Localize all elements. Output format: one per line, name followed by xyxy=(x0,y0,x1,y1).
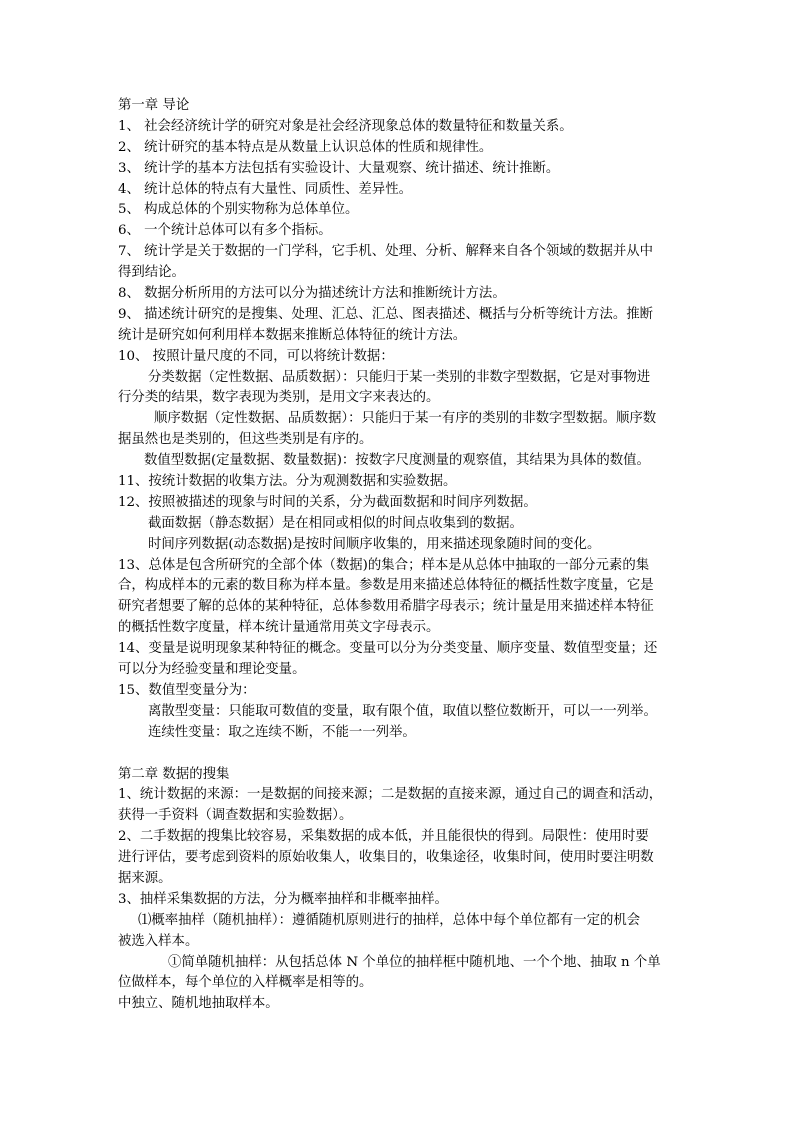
chapter1-item-9-cont: 统计是研究如何利用样本数据来推断总体特征的统计方法。 xyxy=(118,327,467,343)
chapter2-item-2-cont-2: 据来源。 xyxy=(118,870,172,886)
chapter1-item-9: 9、 描述统计研究的是搜集、处理、汇总、汇总、图表描述、概括与分析等统计方法。推断 xyxy=(118,306,654,322)
discrete-variable-line: 离散型变量：只能取可数值的变量，取有限个值，取值以整位数断开，可以一一列举。 xyxy=(148,703,657,719)
chapter1-item-13-cont-1: 合，构成样本的元素的数目称为样本量。参数是用来描述总体特征的概括性数字度量，它是 xyxy=(118,578,654,594)
chapter2-item-2-cont-1: 进行评估，要考虑到资料的原始收集人，收集目的，收集途径，收集时间，使用时要注明数 xyxy=(118,850,654,866)
chapter2-item-2: 2、二手数据的搜集比较容易，采集数据的成本低，并且能很快的得到。局限性：使用时要 xyxy=(118,829,649,845)
chapter1-title: 第一章 导论 xyxy=(118,98,190,113)
ordinal-data-paragraph-cont: 据虽然也是类别的，但这些类别是有序的。 xyxy=(118,432,373,448)
probability-sampling-line-cont: 被选入样本。 xyxy=(118,933,199,949)
cross-section-data-line: 截面数据（静态数据）是在相同或相似的时间点收集到的数据。 xyxy=(148,515,523,531)
chapter1-item-1: 1、 社会经济统计学的研究对象是社会经济现象总体的数量特征和数量关系。 xyxy=(118,118,573,134)
chapter1-item-4: 4、 统计总体的特点有大量性、同质性、差异性。 xyxy=(118,181,412,197)
chapter2-item-1: 1、统计数据的来源：一是数据的间接来源；二是数据的直接来源，通过自己的调查和活动， xyxy=(118,787,663,803)
chapter2-item-3: 3、抽样采集数据的方法，分为概率抽样和非概率抽样。 xyxy=(118,891,448,907)
chapter1-item-14: 14、变量是说明现象某种特征的概念。变量可以分为分类变量、顺序变量、数值型变量；还 xyxy=(118,641,658,657)
chapter1-item-7-cont: 得到结论。 xyxy=(118,265,185,281)
numeric-data-paragraph: 数值型数据(定量数据、数量数据)：按数字尺度测量的观察值，其结果为具体的数值。 xyxy=(144,453,650,469)
chapter1-item-12: 12、按照被描述的现象与时间的关系，分为截面数据和时间序列数据。 xyxy=(118,494,537,510)
chapter2-trailing-line: 中独立、随机地抽取样本。 xyxy=(118,996,279,1012)
chapter2-title: 第二章 数据的搜集 xyxy=(118,766,230,782)
simple-random-sampling-line-cont: 位做样本，每个单位的入样概率是相等的。 xyxy=(118,975,373,991)
chapter2-item-1-cont: 获得一手资料（调查数据和实验数据）。 xyxy=(118,808,353,824)
chapter1-item-15: 15、数值型变量分为： xyxy=(118,682,256,698)
chapter1-item-5: 5、 构成总体的个别实物称为总体单位。 xyxy=(118,202,359,218)
chapter1-item-11: 11、按统计数据的收集方法。分为观测数据和实验数据。 xyxy=(118,474,457,490)
chapter1-item-10: 10、 按照计量尺度的不同，可以将统计数据： xyxy=(118,348,394,364)
chapter1-item-2: 2、 统计研究的基本特点是从数量上认识总体的性质和规律性。 xyxy=(118,139,493,155)
probability-sampling-line: ⑴概率抽样（随机抽样）：遵循随机原则进行的抽样，总体中每个单位都有一定的机会 xyxy=(138,912,641,928)
chapter1-item-6: 6、 一个统计总体可以有多个指标。 xyxy=(118,223,332,239)
chapter-spacer xyxy=(118,744,678,765)
categorical-data-paragraph-cont: 行分类的结果，数字表现为类别，是用文字来表达的。 xyxy=(118,390,440,406)
chapter1-item-13-cont-3: 的概括性数字度量，样本统计量通常用英文字母表示。 xyxy=(118,620,440,636)
chapter1-item-13-cont-2: 研究者想要了解的总体的某种特征，总体参数用希腊字母表示；统计量是用来描述样本特征 xyxy=(118,599,654,615)
chapter1-item-13: 13、总体是包含所研究的全部个体（数据)的集合；样本是从总体中抽取的一部分元素的集 xyxy=(118,557,650,573)
simple-random-sampling-line: ①简单随机抽样：从包括总体 N 个单位的抽样框中随机地、一个个地、抽取 n 个单 xyxy=(168,954,661,970)
chapter1-item-3: 3、 统计学的基本方法包括有实验设计、大量观察、统计描述、统计推断。 xyxy=(118,160,560,176)
continuous-variable-line: 连续性变量：取之连续不断，不能一一列举。 xyxy=(148,724,416,740)
chapter1-item-14-cont: 可以分为经验变量和理论变量。 xyxy=(118,662,306,678)
chapter1-item-8: 8、 数据分析所用的方法可以分为描述统计方法和推断统计方法。 xyxy=(118,286,506,302)
categorical-data-paragraph: 分类数据（定性数据、品质数据）：只能归于某一类别的非数字型数据，它是对事物进 xyxy=(148,369,651,385)
ordinal-data-paragraph: 顺序数据（定性数据、品质数据）：只能归于某一有序的类别的非数字型数据。顺序数 xyxy=(154,411,657,427)
document-page xyxy=(118,96,678,1015)
chapter1-item-7: 7、 统计学是关于数据的一门学科，它手机、处理、分析、解释来自各个领域的数据并从中 xyxy=(118,244,654,260)
time-series-data-line: 时间序列数据(动态数据)是按时间顺序收集的，用来描述现象随时间的变化。 xyxy=(148,536,601,552)
